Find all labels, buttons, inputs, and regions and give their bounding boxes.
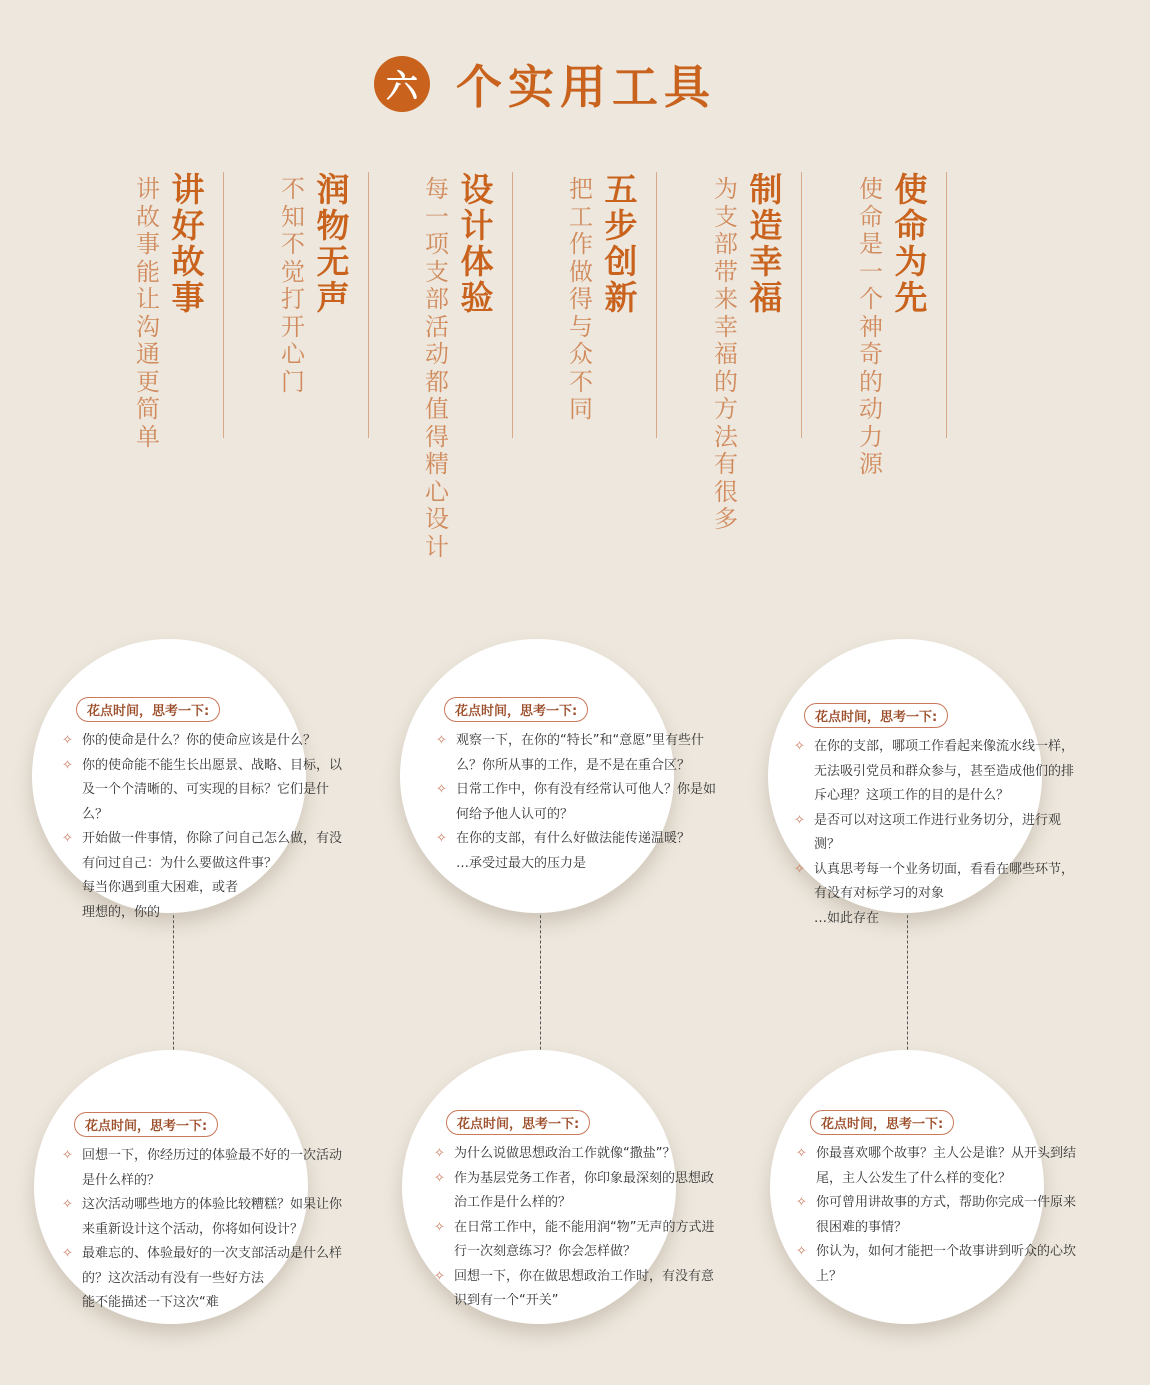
question-item: …如此存在 bbox=[814, 910, 880, 926]
question-item: ✧ 你的使命能不能生长出愿景、战略、目标，以及一个个清晰的、可实现的目标？它们是什么？ bbox=[60, 754, 350, 828]
question-list bbox=[60, 729, 350, 925]
star-icon: ✧ bbox=[434, 1170, 445, 1186]
number-badge: 六 bbox=[374, 56, 430, 112]
column-divider bbox=[801, 172, 802, 438]
star-icon: ✧ bbox=[62, 1148, 73, 1163]
column-divider bbox=[946, 172, 947, 438]
star-icon: ✧ bbox=[794, 812, 805, 828]
tool-name: 讲好故事 bbox=[171, 170, 205, 317]
prompt-label: 花点时间，思考一下: bbox=[76, 697, 220, 722]
question-list bbox=[434, 729, 724, 876]
star-icon: ✧ bbox=[796, 1195, 807, 1210]
star-icon: ✧ bbox=[62, 831, 73, 846]
prompt-label: 花点时间，思考一下: bbox=[804, 703, 948, 728]
question-item: ✧ 观察一下，在你的“特长”和“意愿”里有些什么？你所从事的工作，是不是在重合区？ bbox=[434, 729, 724, 778]
question-item: ✧ 作为基层党务工作者，你印象最深刻的思想政治工作是什么样的？ bbox=[432, 1167, 722, 1216]
question-circle bbox=[32, 639, 343, 920]
page-title bbox=[374, 52, 716, 116]
question-circle bbox=[770, 1050, 1077, 1324]
tool-slogan: 讲故事能让沟通更简单 bbox=[136, 175, 160, 451]
question-item: ✧ 在你的支部，哪项工作看起来像流水线一样，无法吸引党员和群众参与，甚至造成他们的排斥心理？这项工作的目的是什么？ bbox=[792, 735, 1082, 809]
tool-name: 设计体验 bbox=[460, 170, 494, 317]
column-divider bbox=[223, 172, 224, 438]
question-item: 每当你遇到重大困难，或者 bbox=[82, 880, 239, 895]
question-circle bbox=[768, 639, 1075, 926]
question-item: 能不能描述一下这次“难 bbox=[82, 1295, 219, 1310]
star-icon: ✧ bbox=[436, 782, 447, 797]
tool-column-4 bbox=[368, 170, 513, 561]
star-icon: ✧ bbox=[62, 757, 73, 773]
tool-column-2 bbox=[657, 170, 802, 533]
star-icon: ✧ bbox=[434, 1268, 445, 1284]
question-item: ✧ 回想一下，你在做思想政治工作时，有没有意识到有一个“开关” bbox=[432, 1265, 722, 1314]
question-list bbox=[794, 1142, 1084, 1289]
tool-column-5 bbox=[224, 172, 369, 438]
question-item: ✧ 日常工作中，你有没有经常认可他人？你是如何给予他人认可的？ bbox=[434, 778, 724, 827]
tool-name: 五步创新 bbox=[604, 170, 638, 317]
title-text: 个实用工具 bbox=[456, 60, 716, 114]
question-item: ✧ 为什么说做思想政治工作就像“撒盐”？ bbox=[432, 1142, 722, 1167]
tool-slogan: 为支部带来幸福的方法有很多 bbox=[714, 175, 738, 533]
question-item: …承受过最大的压力是 bbox=[456, 855, 587, 871]
question-item: ✧ 在你的支部，有什么好做法能传递温暖？ bbox=[434, 827, 724, 852]
question-item: ✧ 这次活动哪些地方的体验比较糟糕？如果让你来重新设计这个活动，你将如何设计？ bbox=[60, 1193, 350, 1242]
question-item: 理想的，你的 bbox=[82, 904, 161, 920]
question-item: ✧ 你认为，如何才能把一个故事讲到听众的心坎上？ bbox=[794, 1240, 1084, 1289]
question-list bbox=[792, 735, 1082, 931]
column-divider bbox=[368, 172, 369, 438]
star-icon: ✧ bbox=[796, 1146, 807, 1161]
question-item: ✧ 是否可以对这项工作进行业务切分，进行观测？ bbox=[792, 809, 1082, 858]
star-icon: ✧ bbox=[62, 733, 73, 748]
tool-name: 使命为先 bbox=[894, 170, 928, 317]
tool-column-6 bbox=[79, 170, 224, 451]
tool-slogan: 不知不觉打开心门 bbox=[281, 175, 305, 396]
tool-slogan: 使命是一个神奇的动力源 bbox=[859, 175, 883, 478]
question-circle bbox=[402, 1050, 715, 1324]
star-icon: ✧ bbox=[436, 733, 447, 748]
question-item: ✧ 你最喜欢哪个故事？主人公是谁？从开头到结尾，主人公发生了什么样的变化？ bbox=[794, 1142, 1084, 1191]
tool-slogan: 每一项支部活动都值得精心设计 bbox=[425, 175, 449, 561]
question-item: ✧ 认真思考每一个业务切面，看看在哪些环节，有没有对标学习的对象 bbox=[792, 858, 1082, 907]
tool-column-3 bbox=[512, 172, 657, 438]
star-icon: ✧ bbox=[434, 1146, 445, 1161]
star-icon: ✧ bbox=[62, 1246, 73, 1261]
question-item: ✧ 最难忘的、体验最好的一次支部活动是什么样的？这次活动有没有一些好方法 bbox=[60, 1242, 350, 1291]
question-circle bbox=[400, 639, 717, 913]
star-icon: ✧ bbox=[794, 861, 805, 877]
star-icon: ✧ bbox=[62, 1197, 73, 1212]
star-icon: ✧ bbox=[434, 1219, 445, 1235]
question-list bbox=[60, 1144, 350, 1316]
star-icon: ✧ bbox=[436, 831, 447, 846]
prompt-label: 花点时间，思考一下: bbox=[444, 697, 588, 722]
tool-slogan: 把工作做得与众不同 bbox=[569, 175, 593, 423]
prompt-label: 花点时间，思考一下: bbox=[446, 1110, 590, 1135]
prompt-label: 花点时间，思考一下: bbox=[810, 1110, 954, 1135]
question-item: ✧ 在日常工作中，能不能用润“物”无声的方式进行一次刻意练习？你会怎样做？ bbox=[432, 1216, 722, 1265]
column-divider bbox=[656, 172, 657, 438]
question-item: ✧ 你可曾用讲故事的方式，帮助你完成一件原来很困难的事情？ bbox=[794, 1191, 1084, 1240]
prompt-label: 花点时间，思考一下: bbox=[74, 1112, 218, 1137]
question-list bbox=[432, 1142, 722, 1314]
tool-name: 制造幸福 bbox=[749, 170, 783, 317]
question-item: ✧ 你的使命是什么？你的使命应该是什么？ bbox=[60, 729, 350, 754]
star-icon: ✧ bbox=[796, 1244, 807, 1259]
question-circle bbox=[34, 1050, 343, 1324]
star-icon: ✧ bbox=[794, 739, 805, 754]
column-divider bbox=[512, 172, 513, 438]
question-item: ✧ 回想一下，你经历过的体验最不好的一次活动是什么样的？ bbox=[60, 1144, 350, 1193]
tool-name: 润物无声 bbox=[316, 170, 350, 317]
tool-column-1 bbox=[802, 170, 947, 478]
question-item: ✧ 开始做一件事情，你除了问自己怎么做，有没有问过自己：为什么要做这件事？ bbox=[60, 827, 350, 876]
